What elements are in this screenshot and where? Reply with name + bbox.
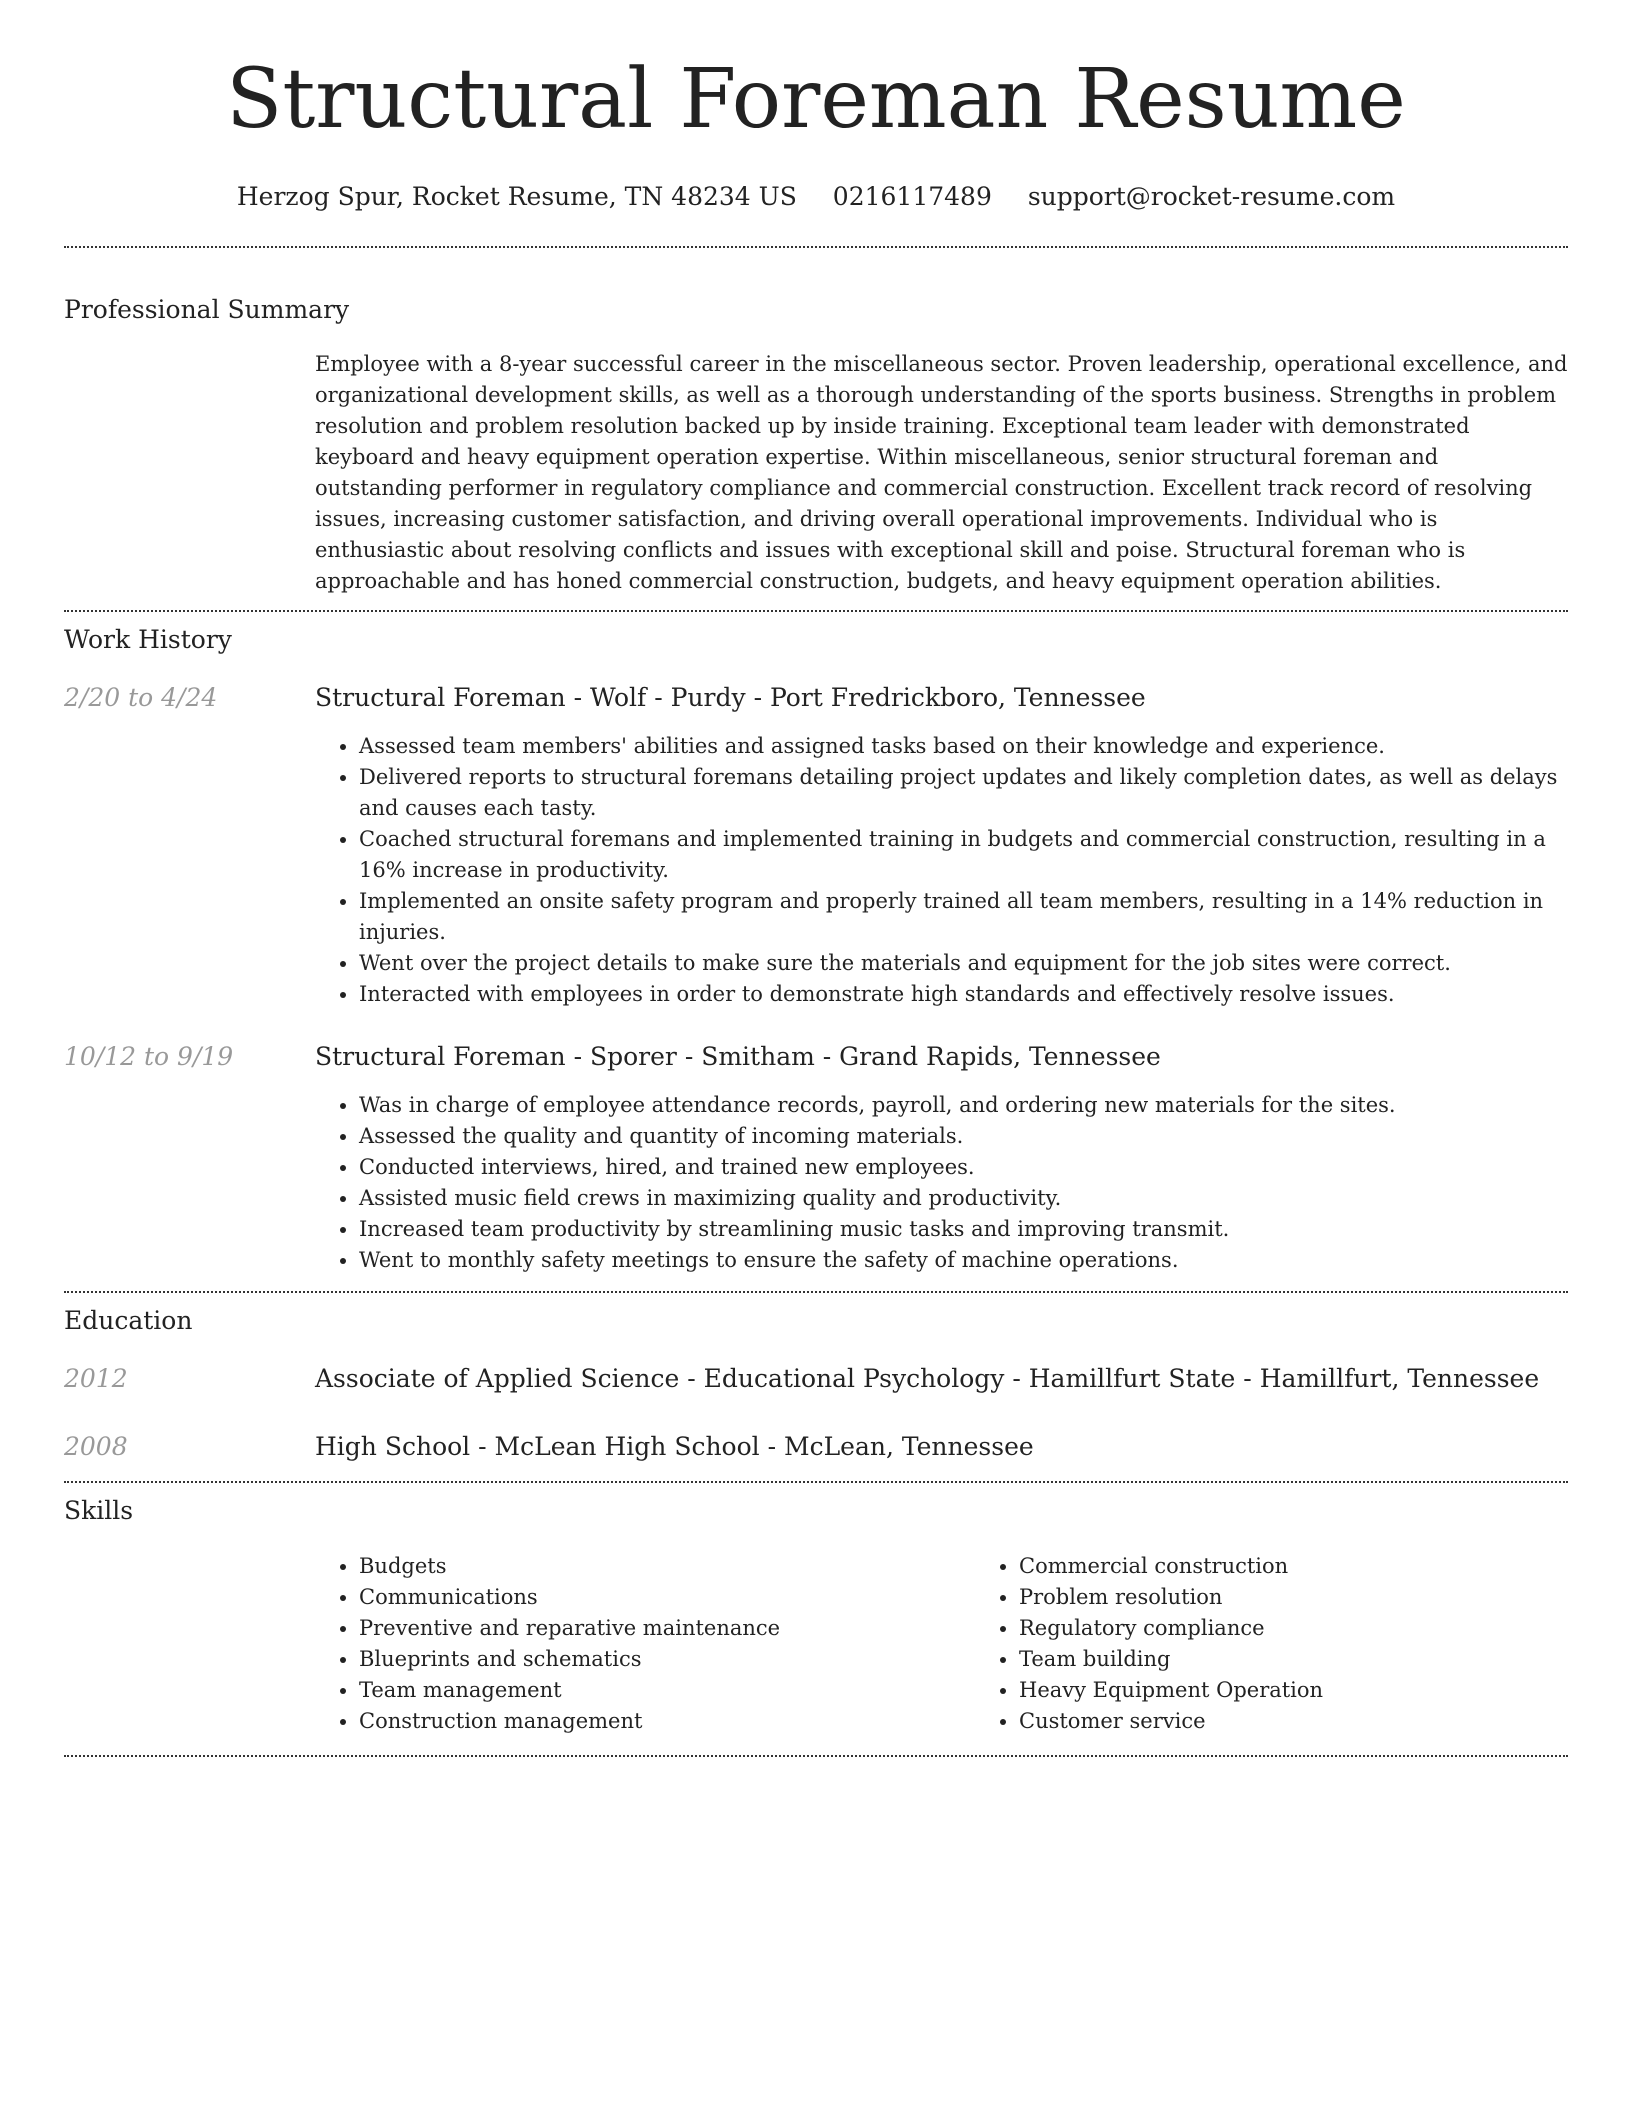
skill-item: • Preventive and reparative maintenance: [359, 1613, 975, 1644]
job-title: Structural Foreman - Wolf - Purdy - Port Fredrickboro, Tennessee: [315, 683, 1146, 712]
list-item: • Assessed team members' abilities and assigned tasks based on their knowledge and experience.: [359, 731, 1568, 762]
section-title-education: Education: [64, 1306, 193, 1335]
list-item: • Went to monthly safety meetings to ensure the safety of machine operations.: [359, 1245, 1568, 1276]
education-section: [64, 1305, 1568, 1463]
education-year: 2008: [64, 1432, 128, 1461]
job-entry: [64, 682, 1568, 1010]
divider: [64, 1481, 1568, 1483]
skill-item: • Communications: [359, 1582, 975, 1613]
summary-text: Employee with a 8-year successful career in the miscellaneous sector. Proven leadership, operational excellence, and organizational development skills, as well as a thorough understanding of the sports business. Strengths in problem resolution and problem resolution backed up by inside training. Exceptional team leader with demonstrated keyboard and heavy equipment operation expertise. Within miscellaneous, senior structural foreman and outstanding performer in regulatory compliance and commercial construction. Excellent track record of resolving issues, increasing customer satisfaction, and driving overall operational improvements. Individual who is enthusiastic about resolving conflicts and issues with exceptional skill and poise. Structural foreman who is approachable and has honed commercial construction, budgets, and heavy equipment operation abilities.: [315, 352, 1568, 593]
list-item: • Was in charge of employee attendance records, payroll, and ordering new materials for the sites.: [359, 1090, 1568, 1121]
list-item: • Conducted interviews, hired, and trained new employees.: [359, 1152, 1568, 1183]
contact-address: Herzog Spur, Rocket Resume, TN 48234 US: [236, 182, 797, 211]
skill-item: • Regulatory compliance: [1019, 1613, 1632, 1644]
summary-section: [64, 294, 1568, 597]
divider: [64, 1291, 1568, 1293]
skills-list-right: [975, 1551, 1632, 1737]
divider: [64, 610, 1568, 612]
skills-section: [64, 1495, 1568, 1737]
section-title-work-history: Work History: [64, 625, 232, 654]
divider: [64, 246, 1568, 248]
education-degree: Associate of Applied Science - Educational Psychology - Hamillfurt State - Hamillfurt, Tennessee: [315, 1364, 1540, 1393]
list-item: • Went over the project details to make sure the materials and equipment for the job sites were correct.: [359, 948, 1568, 979]
list-item: • Implemented an onsite safety program and properly trained all team members, resulting in a 14% reduction in injuries.: [359, 886, 1568, 948]
skills-list-left: [315, 1551, 975, 1737]
job-bullets: [315, 731, 1568, 1010]
education-degree: High School - McLean High School - McLean, Tennessee: [315, 1432, 1034, 1461]
skill-item: • Team building: [1019, 1644, 1632, 1675]
list-item: • Increased team productivity by streamlining music tasks and improving transmit.: [359, 1214, 1568, 1245]
contact-line: [64, 180, 1568, 214]
divider: [64, 1755, 1568, 1757]
skill-item: • Problem resolution: [1019, 1582, 1632, 1613]
contact-phone: 0216117489: [832, 182, 992, 211]
contact-email: support@rocket-resume.com: [1027, 182, 1396, 211]
job-entry: [64, 1041, 1568, 1276]
list-item: • Coached structural foremans and implemented training in budgets and commercial construction, resulting in a 16% increase in productivity.: [359, 824, 1568, 886]
resume-header: [64, 0, 1568, 214]
education-year: 2012: [64, 1364, 128, 1393]
skill-item: • Heavy Equipment Operation: [1019, 1675, 1632, 1706]
list-item: • Assisted music field crews in maximizing quality and productivity.: [359, 1183, 1568, 1214]
list-item: • Assessed the quality and quantity of incoming materials.: [359, 1121, 1568, 1152]
job-bullets: [315, 1090, 1568, 1276]
section-title-skills: Skills: [64, 1496, 134, 1525]
job-title: Structural Foreman - Sporer - Smitham - Grand Rapids, Tennessee: [315, 1042, 1161, 1071]
resume-title: Structural Foreman Resume: [226, 52, 1406, 147]
list-item: • Interacted with employees in order to demonstrate high standards and effectively resolve issues.: [359, 979, 1568, 1010]
job-dates: 10/12 to 9/19: [64, 1042, 234, 1071]
list-item: • Delivered reports to structural foremans detailing project updates and likely completion dates, as well as delays and causes each tasty.: [359, 762, 1568, 824]
education-entry: [64, 1363, 1568, 1395]
skill-item: • Construction management: [359, 1706, 975, 1737]
skill-item: • Blueprints and schematics: [359, 1644, 975, 1675]
skill-item: • Budgets: [359, 1551, 975, 1582]
work-history-section: [64, 624, 1568, 1276]
section-title-summary: Professional Summary: [64, 295, 350, 324]
skill-item: • Customer service: [1019, 1706, 1632, 1737]
job-dates: 2/20 to 4/24: [64, 683, 218, 712]
skill-item: • Commercial construction: [1019, 1551, 1632, 1582]
education-entry: [64, 1431, 1568, 1463]
skill-item: • Team management: [359, 1675, 975, 1706]
